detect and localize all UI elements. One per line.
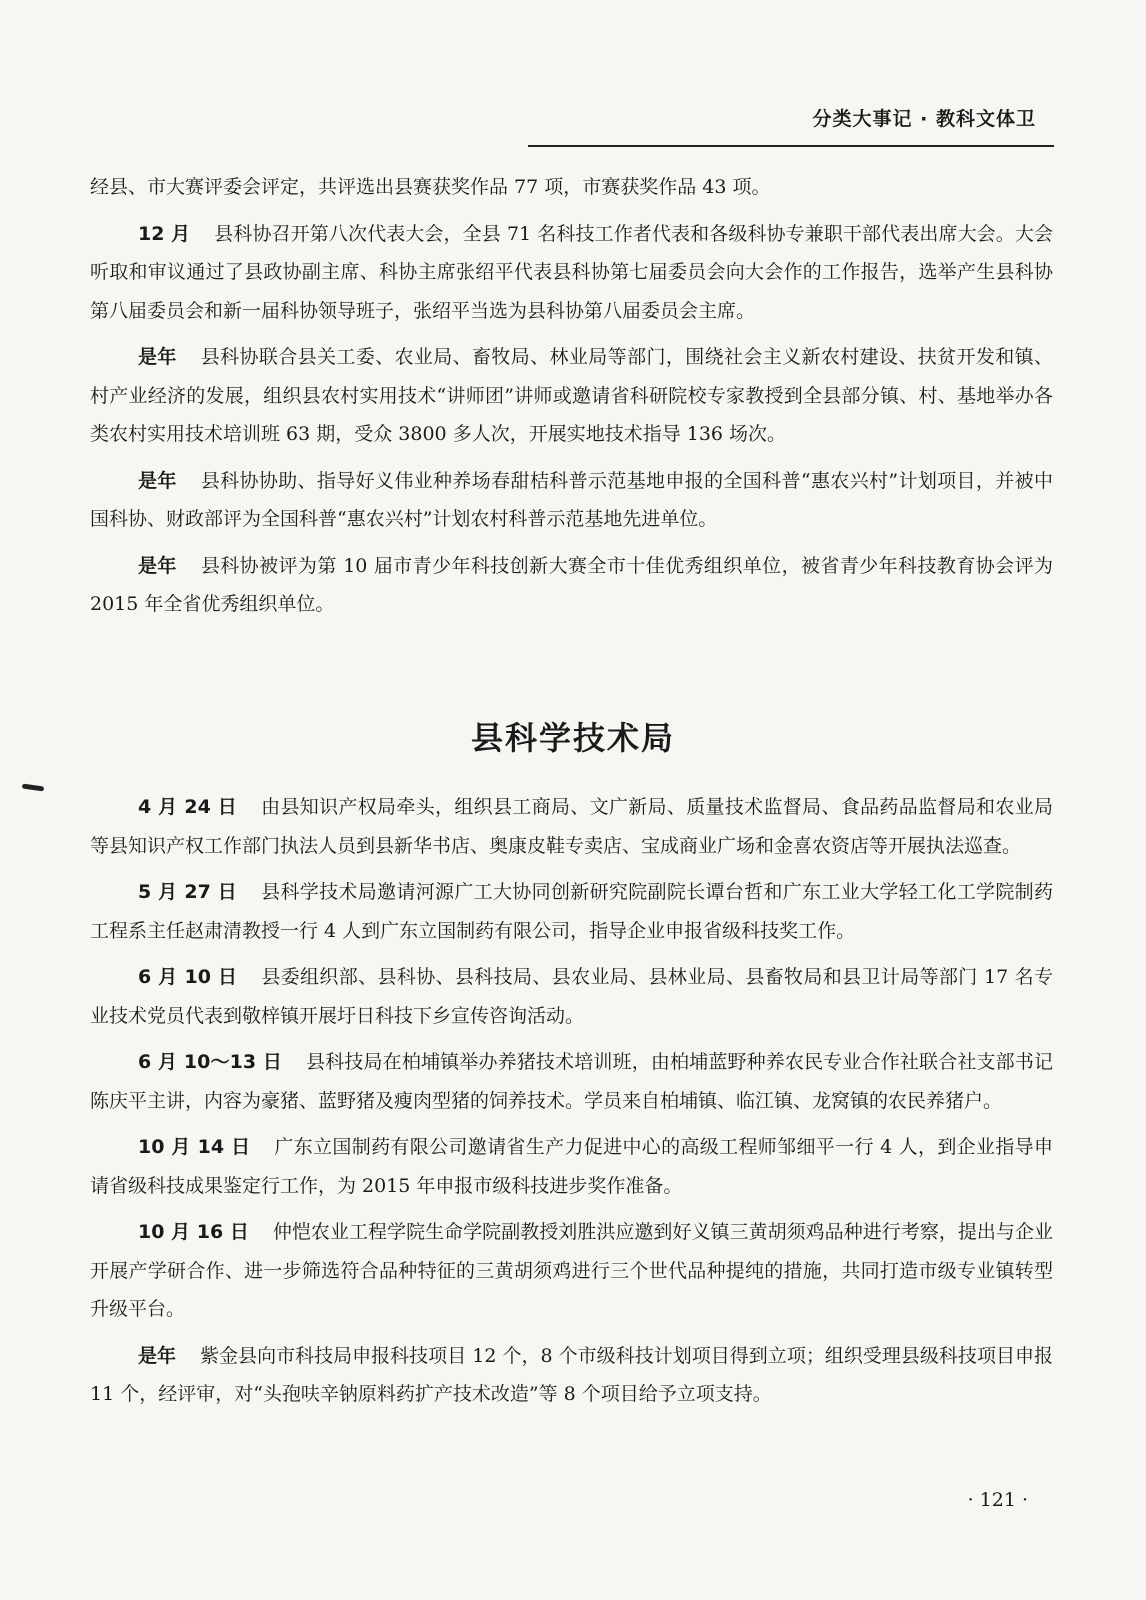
event-date: 是年: [138, 554, 177, 577]
event-text: 县科学技术局邀请河源广工大协同创新研究院副院长谭台哲和广东工业大学轻工化工学院制药工程系主任赵肃清教授一行 4 人到广东立国制药有限公司，指导企业申报省级科技奖工作。: [90, 881, 1053, 942]
events-block-science-association: [90, 168, 1053, 632]
event-text: 县委组织部、县科协、县科技局、县农业局、县林业局、县畜牧局和县卫计局等部门 17 名专业技术党员代表到敬梓镇开展圩日科技下乡宣传咨询活动。: [90, 966, 1053, 1027]
event-entry: [90, 215, 1053, 331]
event-entry: [90, 1043, 1053, 1120]
event-text: 县科协协助、指导好义伟业种养场春甜桔科普示范基地申报的全国科普“惠农兴村”计划项目，并被中国科协、财政部评为全国科普“惠农兴村”计划农村科普示范基地先进单位。: [90, 469, 1053, 530]
event-date: 6 月 10～13 日: [138, 1051, 283, 1073]
event-entry: [90, 462, 1053, 539]
event-date: 5 月 27 日: [138, 881, 238, 903]
page-number: · 121 ·: [967, 1489, 1028, 1511]
event-text: 仲恺农业工程学院生命学院副教授刘胜洪应邀到好义镇三黄胡须鸡品种进行考察，提出与企业开展产学研合作、进一步筛选符合品种特征的三黄胡须鸡进行三个世代品种提纯的措施，共同打造市级专业镇转型升级平台。: [90, 1221, 1053, 1320]
event-entry: [90, 1337, 1053, 1414]
event-entry: [90, 873, 1053, 950]
event-date: 是年: [138, 346, 177, 368]
header-rule: [528, 145, 1054, 147]
event-date: 6 月 10 日: [138, 966, 238, 988]
event-text: 县科协召开第八次代表大会，全县 71 名科技工作者代表和各级科协专兼职干部代表出席大会。大会听取和审议通过了县政协副主席、科协主席张绍平代表县科协第七届委员会向大会作的工作报告，选举产生县科协第八届委员会和新一届科协领导班子，张绍平当选为县科协第八届委员会主席。: [90, 222, 1053, 322]
event-text: 广东立国制药有限公司邀请省生产力促进中心的高级工程师邹细平一行 4 人，到企业指导申请省级科技成果鉴定行工作，为 2015 年申报市级科技进步奖作准备。: [90, 1136, 1053, 1197]
event-text: 由县知识产权局牵头，组织县工商局、文广新局、质量技术监督局、食品药品监督局和农业局等县知识产权工作部门执法人员到县新华书店、奥康皮鞋专卖店、宝成商业广场和金喜农资店等开展执法巡查。: [90, 796, 1053, 857]
event-entry: [90, 1128, 1053, 1205]
events-block-science-bureau: [90, 788, 1053, 1422]
event-text: 县科协联合县关工委、农业局、畜牧局、林业局等部门，围绕社会主义新农村建设、扶贫开发和镇、村产业经济的发展，组织县农村实用技术“讲师团”讲师或邀请省科研院校专家教授到全县部分镇、村、基地举办各类农村实用技术培训班 63 期，受众 3800 多人次，开展实地技术指导 136 场次。: [90, 346, 1053, 445]
event-date: 是年: [138, 469, 177, 492]
event-entry: [90, 338, 1053, 454]
running-header: 分类大事记 · 教科文体卫: [812, 108, 1036, 130]
event-date: 是年: [138, 1344, 177, 1367]
event-text: 县科协被评为第 10 届市青少年科技创新大赛全市十佳优秀组织单位，被省青少年科技教育协会评为 2015 年全省优秀组织单位。: [90, 554, 1053, 615]
event-entry: [90, 547, 1053, 624]
event-text: 经县、市大赛评委会评定，共评选出县赛获奖作品 77 项，市赛获奖作品 43 项。: [90, 176, 771, 198]
event-entry: [90, 1213, 1053, 1329]
section-title: 县科学技术局: [470, 719, 675, 757]
event-text: 县科技局在柏埔镇举办养猪技术培训班，由柏埔蓝野种养农民专业合作社联合社支部书记陈庆平主讲，内容为豪猪、蓝野猪及瘦肉型猪的饲养技术。学员来自柏埔镇、临江镇、龙窝镇的农民养猪户。: [90, 1051, 1053, 1112]
scan-mark: [22, 783, 44, 791]
event-entry: [90, 168, 1053, 207]
event-date: 4 月 24 日: [138, 796, 238, 818]
event-entry: [90, 958, 1053, 1035]
event-date: 12 月: [138, 222, 191, 245]
event-date: 10 月 14 日: [138, 1136, 251, 1158]
event-entry: [90, 788, 1053, 865]
event-text: 紫金县向市科技局申报科技项目 12 个，8 个市级科技计划项目得到立项；组织受理县级科技项目申报 11 个，经评审，对“头孢呋辛钠原料药扩产技术改造”等 8 个项目给予立项支持。: [90, 1344, 1053, 1405]
event-date: 10 月 16 日: [138, 1221, 249, 1243]
